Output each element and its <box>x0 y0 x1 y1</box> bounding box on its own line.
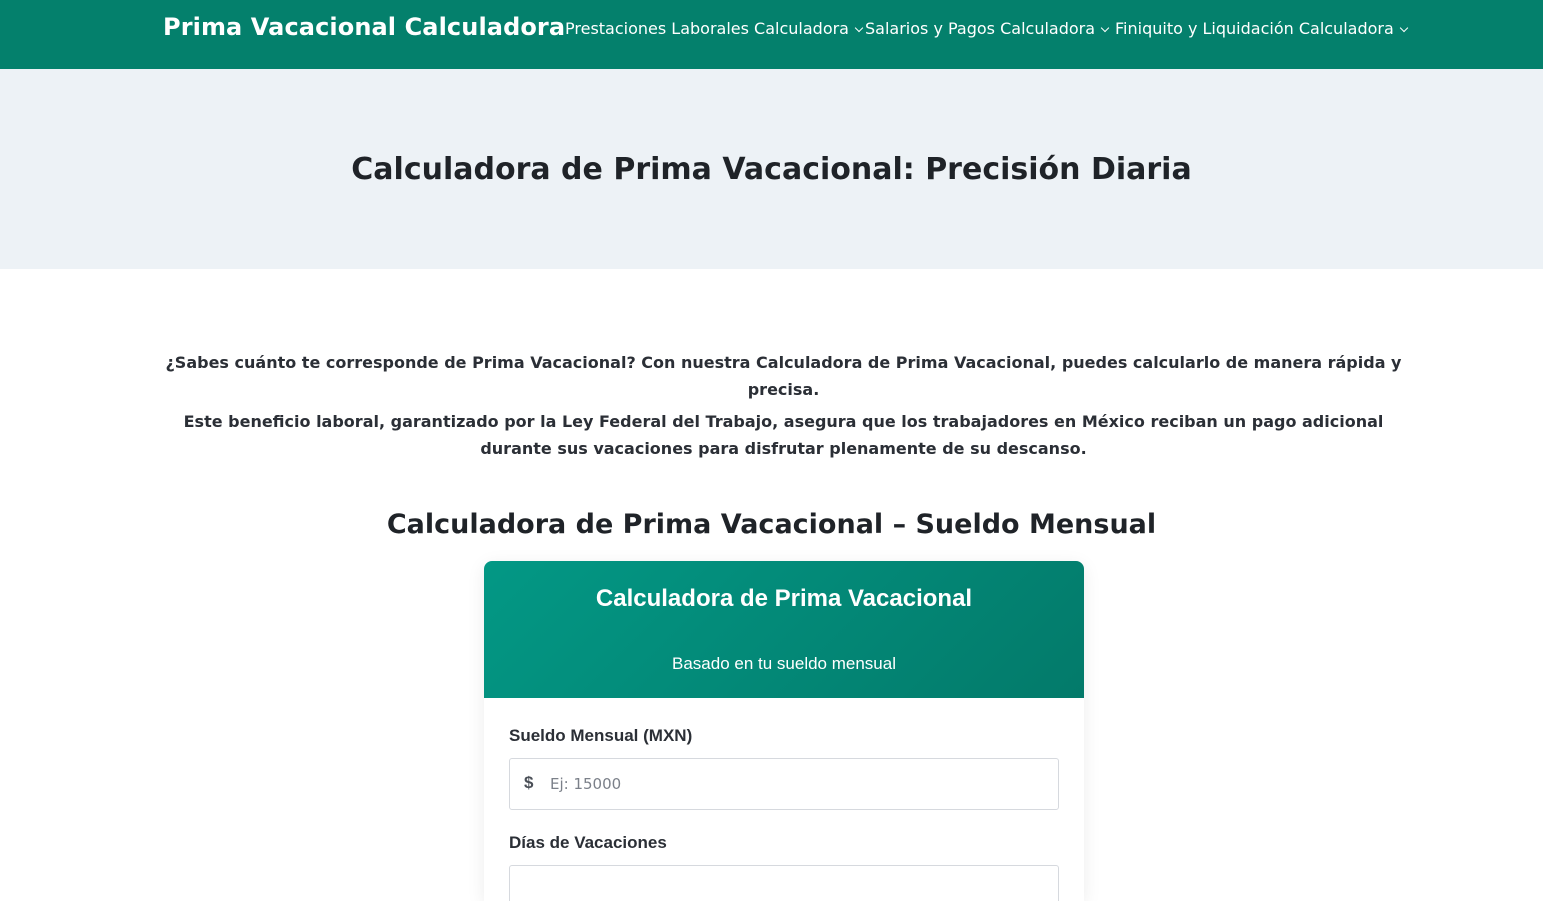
nav-item-label: Salarios y Pagos Calculadora <box>865 19 1096 38</box>
nav-item-prestaciones[interactable] <box>565 18 862 40</box>
chevron-down-icon <box>1101 23 1109 31</box>
salary-label: Sueldo Mensual (MXN) <box>509 726 693 745</box>
nav-item-finiquito[interactable] <box>1115 18 1407 40</box>
calculator-subtitle: Basado en tu sueldo mensual <box>672 654 896 673</box>
intro-paragraph-1: ¿Sabes cuánto te corresponde de Prima Vacacional? Con nuestra Calculadora de Prima Vacacional, puedes calcularlo de manera rápida y precisa. <box>165 353 1402 399</box>
salary-input[interactable] <box>550 771 1030 797</box>
hero-banner <box>0 69 1543 269</box>
calculator-title: Calculadora de Prima Vacacional <box>595 585 973 612</box>
vacation-days-label: Días de Vacaciones <box>509 833 667 852</box>
page-title: Calculadora de Prima Vacacional: Precisión Diaria <box>351 152 1192 187</box>
nav-item-label: Finiquito y Liquidación Calculadora <box>1115 19 1394 38</box>
nav-item-salarios[interactable] <box>865 18 1108 40</box>
salary-input-wrapper <box>509 758 1059 810</box>
intro-paragraph-2: Este beneficio laboral, garantizado por la Ley Federal del Trabajo, asegura que los trabajadores en México reciban un pago adicional durante sus vacaciones para disfrutar plenamente de su descanso. <box>183 412 1384 458</box>
calculator-card <box>484 561 1084 901</box>
calculator-header <box>484 561 1084 698</box>
nav-item-label: Prestaciones Laborales Calculadora <box>565 19 849 38</box>
section-title: Calculadora de Prima Vacacional – Sueldo Mensual <box>386 509 1157 540</box>
site-title[interactable]: Prima Vacacional Calculadora <box>163 13 566 41</box>
chevron-down-icon <box>855 23 863 31</box>
site-header <box>0 0 1543 69</box>
chevron-down-icon <box>1400 23 1408 31</box>
currency-symbol: $ <box>524 773 534 792</box>
vacation-days-input-wrapper[interactable] <box>509 865 1059 901</box>
